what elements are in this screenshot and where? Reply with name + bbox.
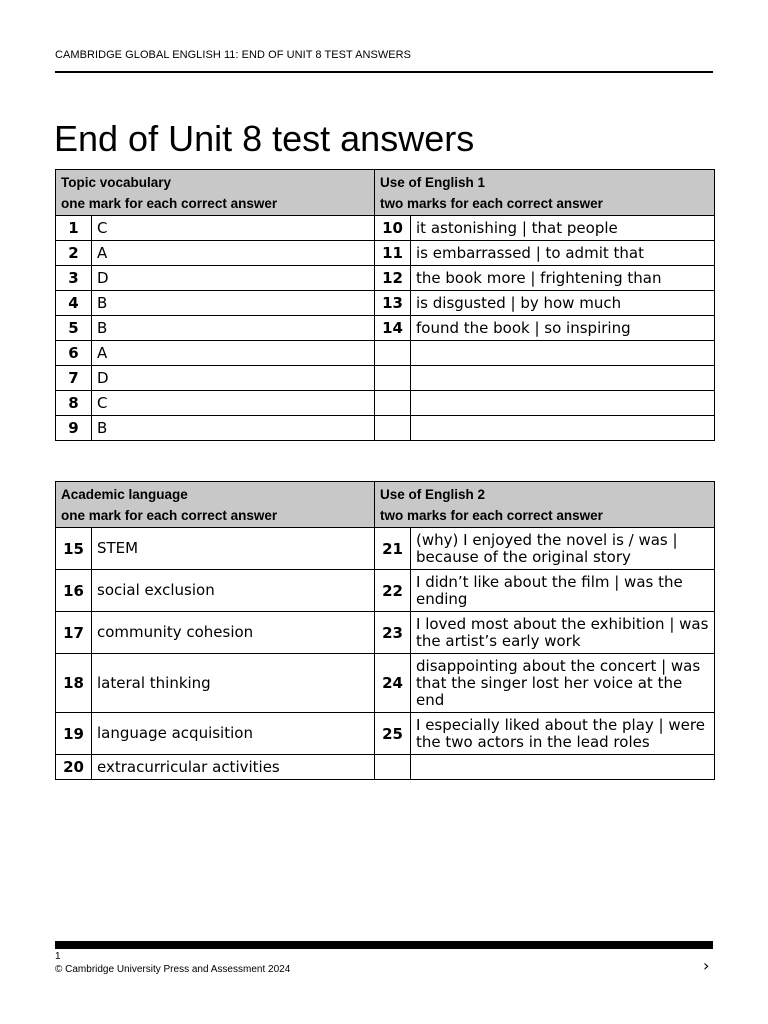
answer-row [56,366,715,391]
question-number: 17 [56,612,92,654]
section-marking-note: two marks for each correct answer [380,196,603,211]
answer-text: B [92,416,375,441]
answer-text: extracurricular activities [92,755,375,780]
answer-text [411,341,715,366]
answer-row [56,755,715,780]
answer-row [56,216,715,241]
question-number: 2 [56,241,92,266]
answer-text [411,391,715,416]
question-number: 10 [375,216,411,241]
footer-bar [55,941,713,949]
answer-row [56,241,715,266]
answers-table-2 [55,481,715,780]
answer-text: disappointing about the concert | was that the singer lost her voice at the end [411,654,715,713]
answer-text [411,366,715,391]
question-number: 24 [375,654,411,713]
answer-text: D [92,366,375,391]
answer-row [56,654,715,713]
answers-table-1 [55,169,715,441]
section-title: Use of English 1 [380,175,486,190]
answer-text: (why) I enjoyed the novel is / was | because of the original story [411,528,715,570]
answer-row [56,570,715,612]
answer-row [56,391,715,416]
question-number: 21 [375,528,411,570]
question-number [375,416,411,441]
answer-text: A [92,241,375,266]
section-heading-use-of-english-1 [375,170,715,216]
answer-text: C [92,391,375,416]
answer-text: found the book | so inspiring [411,316,715,341]
question-number: 6 [56,341,92,366]
section-marking-note: one mark for each correct answer [61,196,278,211]
chevron-right-icon: › [703,956,710,975]
answer-text: is disgusted | by how much [411,291,715,316]
section-heading-academic-language [56,482,375,528]
running-header: CAMBRIDGE GLOBAL ENGLISH 11: END OF UNIT 8 TEST ANSWERS [55,49,412,61]
answer-text: D [92,266,375,291]
answer-text: community cohesion [92,612,375,654]
question-number: 4 [56,291,92,316]
answer-text: lateral thinking [92,654,375,713]
question-number: 5 [56,316,92,341]
answer-text: B [92,291,375,316]
answer-row [56,612,715,654]
answer-row [56,341,715,366]
answer-text: the book more | frightening than [411,266,715,291]
answer-text: C [92,216,375,241]
question-number: 20 [56,755,92,780]
answer-text: STEM [92,528,375,570]
answer-row [56,713,715,755]
header-rule [55,71,713,73]
answer-text: I didn’t like about the film | was the ending [411,570,715,612]
question-number: 16 [56,570,92,612]
answer-text: B [92,316,375,341]
answer-text: I especially liked about the play | were the two actors in the lead roles [411,713,715,755]
answer-row [56,416,715,441]
section-marking-note: one mark for each correct answer [61,508,278,523]
page-number: 1 [55,951,61,962]
answer-text: is embarrassed | to admit that [411,241,715,266]
question-number: 25 [375,713,411,755]
answer-text: A [92,341,375,366]
answer-text: social exclusion [92,570,375,612]
section-heading-topic-vocabulary [56,170,375,216]
question-number: 8 [56,391,92,416]
copyright-notice: © Cambridge University Press and Assessment 2024 [55,964,291,975]
answer-text [411,755,715,780]
question-number: 18 [56,654,92,713]
question-number [375,391,411,416]
section-title: Topic vocabulary [61,175,172,190]
table-header-row [56,482,715,528]
section-title: Academic language [61,487,188,502]
question-number: 22 [375,570,411,612]
question-number: 19 [56,713,92,755]
answer-row [56,316,715,341]
table-header-row [56,170,715,216]
question-number: 1 [56,216,92,241]
question-number: 7 [56,366,92,391]
question-number: 23 [375,612,411,654]
answer-text: it astonishing | that people [411,216,715,241]
question-number: 9 [56,416,92,441]
question-number: 15 [56,528,92,570]
question-number [375,366,411,391]
question-number: 13 [375,291,411,316]
answer-text [411,416,715,441]
answer-text: language acquisition [92,713,375,755]
page-title: End of Unit 8 test answers [54,118,475,159]
question-number [375,341,411,366]
answer-row [56,528,715,570]
question-number: 11 [375,241,411,266]
question-number [375,755,411,780]
section-title: Use of English 2 [380,487,486,502]
answer-row [56,291,715,316]
section-marking-note: two marks for each correct answer [380,508,603,523]
question-number: 3 [56,266,92,291]
answer-text: I loved most about the exhibition | was the artist’s early work [411,612,715,654]
question-number: 14 [375,316,411,341]
question-number: 12 [375,266,411,291]
section-heading-use-of-english-2 [375,482,715,528]
answer-row [56,266,715,291]
